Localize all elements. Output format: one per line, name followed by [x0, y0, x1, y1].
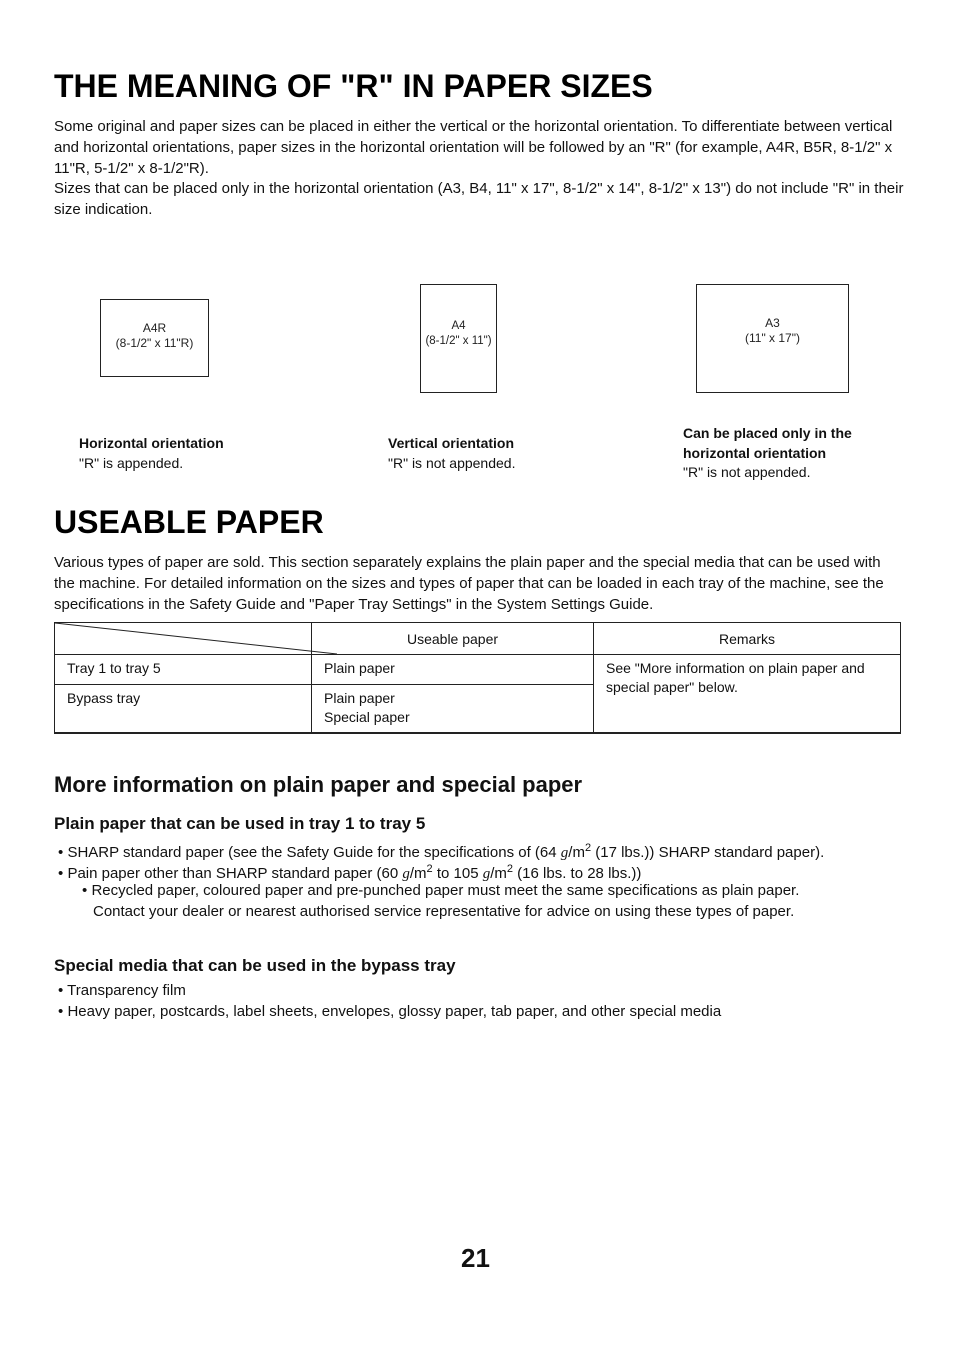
bypass-tray-cell: Bypass tray	[55, 685, 312, 733]
paper-a4r-size: (8-1/2" x 11"R)	[115, 336, 194, 350]
useable-paper-table	[54, 622, 901, 734]
page-number: 21	[461, 1243, 490, 1273]
unit-g: g	[402, 866, 410, 882]
table-header-row	[55, 623, 901, 655]
table-corner-cell	[55, 623, 312, 655]
r-meaning-paragraph-1: Some original and paper sizes can be placed in either the vertical or the horizontal orientation. To differentiate between vertical and horizontal orientations, paper sizes in the horizontal orientation will be followed by an "R" (for example, A4R, B5R, 8-1/2" x 11"R, 5-1/2" x 8-1/2"R).	[54, 118, 893, 177]
useable-paper-paragraph: Various types of paper are sold. This section separately explains the plain paper and the special media that can be used with the machine. For detailed information on the sizes and types of paper that can be loaded in each tray of the machine, see the specifications in the Safety Guide and "Paper Tray Settings" in the System Settings Guide.	[54, 554, 884, 613]
caption-horizontal-only-text: "R" is not appended.	[683, 464, 811, 480]
paper-a4r-name: A4R	[142, 321, 167, 335]
caption-horizontal	[79, 434, 329, 473]
tray-1-5-cell: Tray 1 to tray 5	[55, 655, 312, 685]
b1-text: SHARP standard paper (see the Safety Guide for the specifications of (64	[67, 844, 561, 861]
bullet-icon: •	[58, 865, 64, 882]
paper-a3-size: (11" x 17")	[745, 331, 800, 345]
unit-m: /m	[568, 844, 585, 861]
b2-text-end: (16 lbs. to 28 lbs.))	[513, 865, 642, 882]
note-item	[82, 880, 912, 901]
paper-a4-diagram	[420, 284, 497, 393]
b2-text: Pain paper other than SHARP standard paper (60	[67, 865, 403, 882]
special-media-item-1: Transparency film	[67, 982, 186, 999]
unit-sup: 2	[506, 863, 514, 875]
caption-vertical	[388, 434, 638, 473]
list-item	[58, 1001, 918, 1022]
b2-text-mid: to 105	[432, 865, 483, 882]
caption-horizontal-text: "R" is appended.	[79, 454, 184, 471]
r-meaning-paragraph-2: Sizes that can be placed only in the horizontal orientation (A3, B4, 11" x 17", 8-1/2" x 14", 8-1/2" x 13") do not include "R" in their size indication.	[54, 180, 904, 218]
caption-horizontal-only-title: Can be placed only in the horizontal orientation	[683, 425, 852, 461]
note-recycled-text: Recycled paper, coloured paper and pre-punched paper must meet the same specifications as plain paper.	[91, 882, 800, 899]
unit-sup: 2	[426, 863, 433, 875]
bullet-icon: •	[58, 982, 64, 999]
note-contact-text: Contact your dealer or nearest authorised service representative for advice on using these types of paper.	[93, 903, 795, 920]
paper-a4r-diagram	[100, 299, 209, 377]
bypass-tray-paper-cell	[312, 685, 594, 733]
header-remarks: Remarks	[594, 623, 901, 655]
diagonal-line	[55, 623, 337, 654]
table-row	[55, 655, 901, 685]
caption-vertical-title: Vertical orientation	[388, 435, 515, 451]
section-title-useable-paper: USEABLE PAPER	[54, 504, 324, 540]
unit-g: g	[482, 866, 491, 882]
paper-a4-size: (8-1/2" x 11")	[425, 335, 492, 347]
remarks-cell: See "More information on plain paper and special paper" below.	[594, 655, 901, 733]
caption-horizontal-only	[683, 424, 868, 483]
unit-sup: 2	[584, 842, 592, 854]
header-useable-paper: Useable paper	[312, 623, 594, 655]
caption-vertical-text: "R" is not appended.	[388, 454, 516, 471]
bypass-paper-plain: Plain paper	[324, 690, 395, 706]
more-info-heading: More information on plain paper and special paper	[54, 772, 583, 797]
bullet-icon: •	[82, 882, 88, 899]
section-title-r-meaning: THE MEANING OF "R" IN PAPER SIZES	[54, 68, 653, 104]
bypass-paper-special: Special paper	[324, 709, 410, 725]
special-media-item-2: Heavy paper, postcards, label sheets, envelopes, glossy paper, tab paper, and other special media	[67, 1003, 722, 1020]
tray-1-5-paper-cell: Plain paper	[312, 655, 594, 685]
unit-m: /m	[409, 865, 427, 882]
unit-g: g	[560, 845, 569, 861]
plain-paper-heading: Plain paper that can be used in tray 1 to tray 5	[54, 814, 426, 833]
caption-horizontal-title: Horizontal orientation	[79, 435, 224, 451]
list-item	[58, 980, 918, 1001]
b1-text-end: (17 lbs.)) SHARP standard paper).	[591, 844, 825, 861]
unit-m: /m	[490, 865, 507, 882]
bullet-icon: •	[58, 844, 64, 861]
bullet-icon: •	[58, 1003, 64, 1020]
paper-a3-diagram	[696, 284, 849, 393]
paper-a4-name: A4	[451, 320, 466, 332]
special-media-heading: Special media that can be used in the bypass tray	[54, 956, 456, 975]
paper-a3-name: A3	[765, 316, 780, 330]
